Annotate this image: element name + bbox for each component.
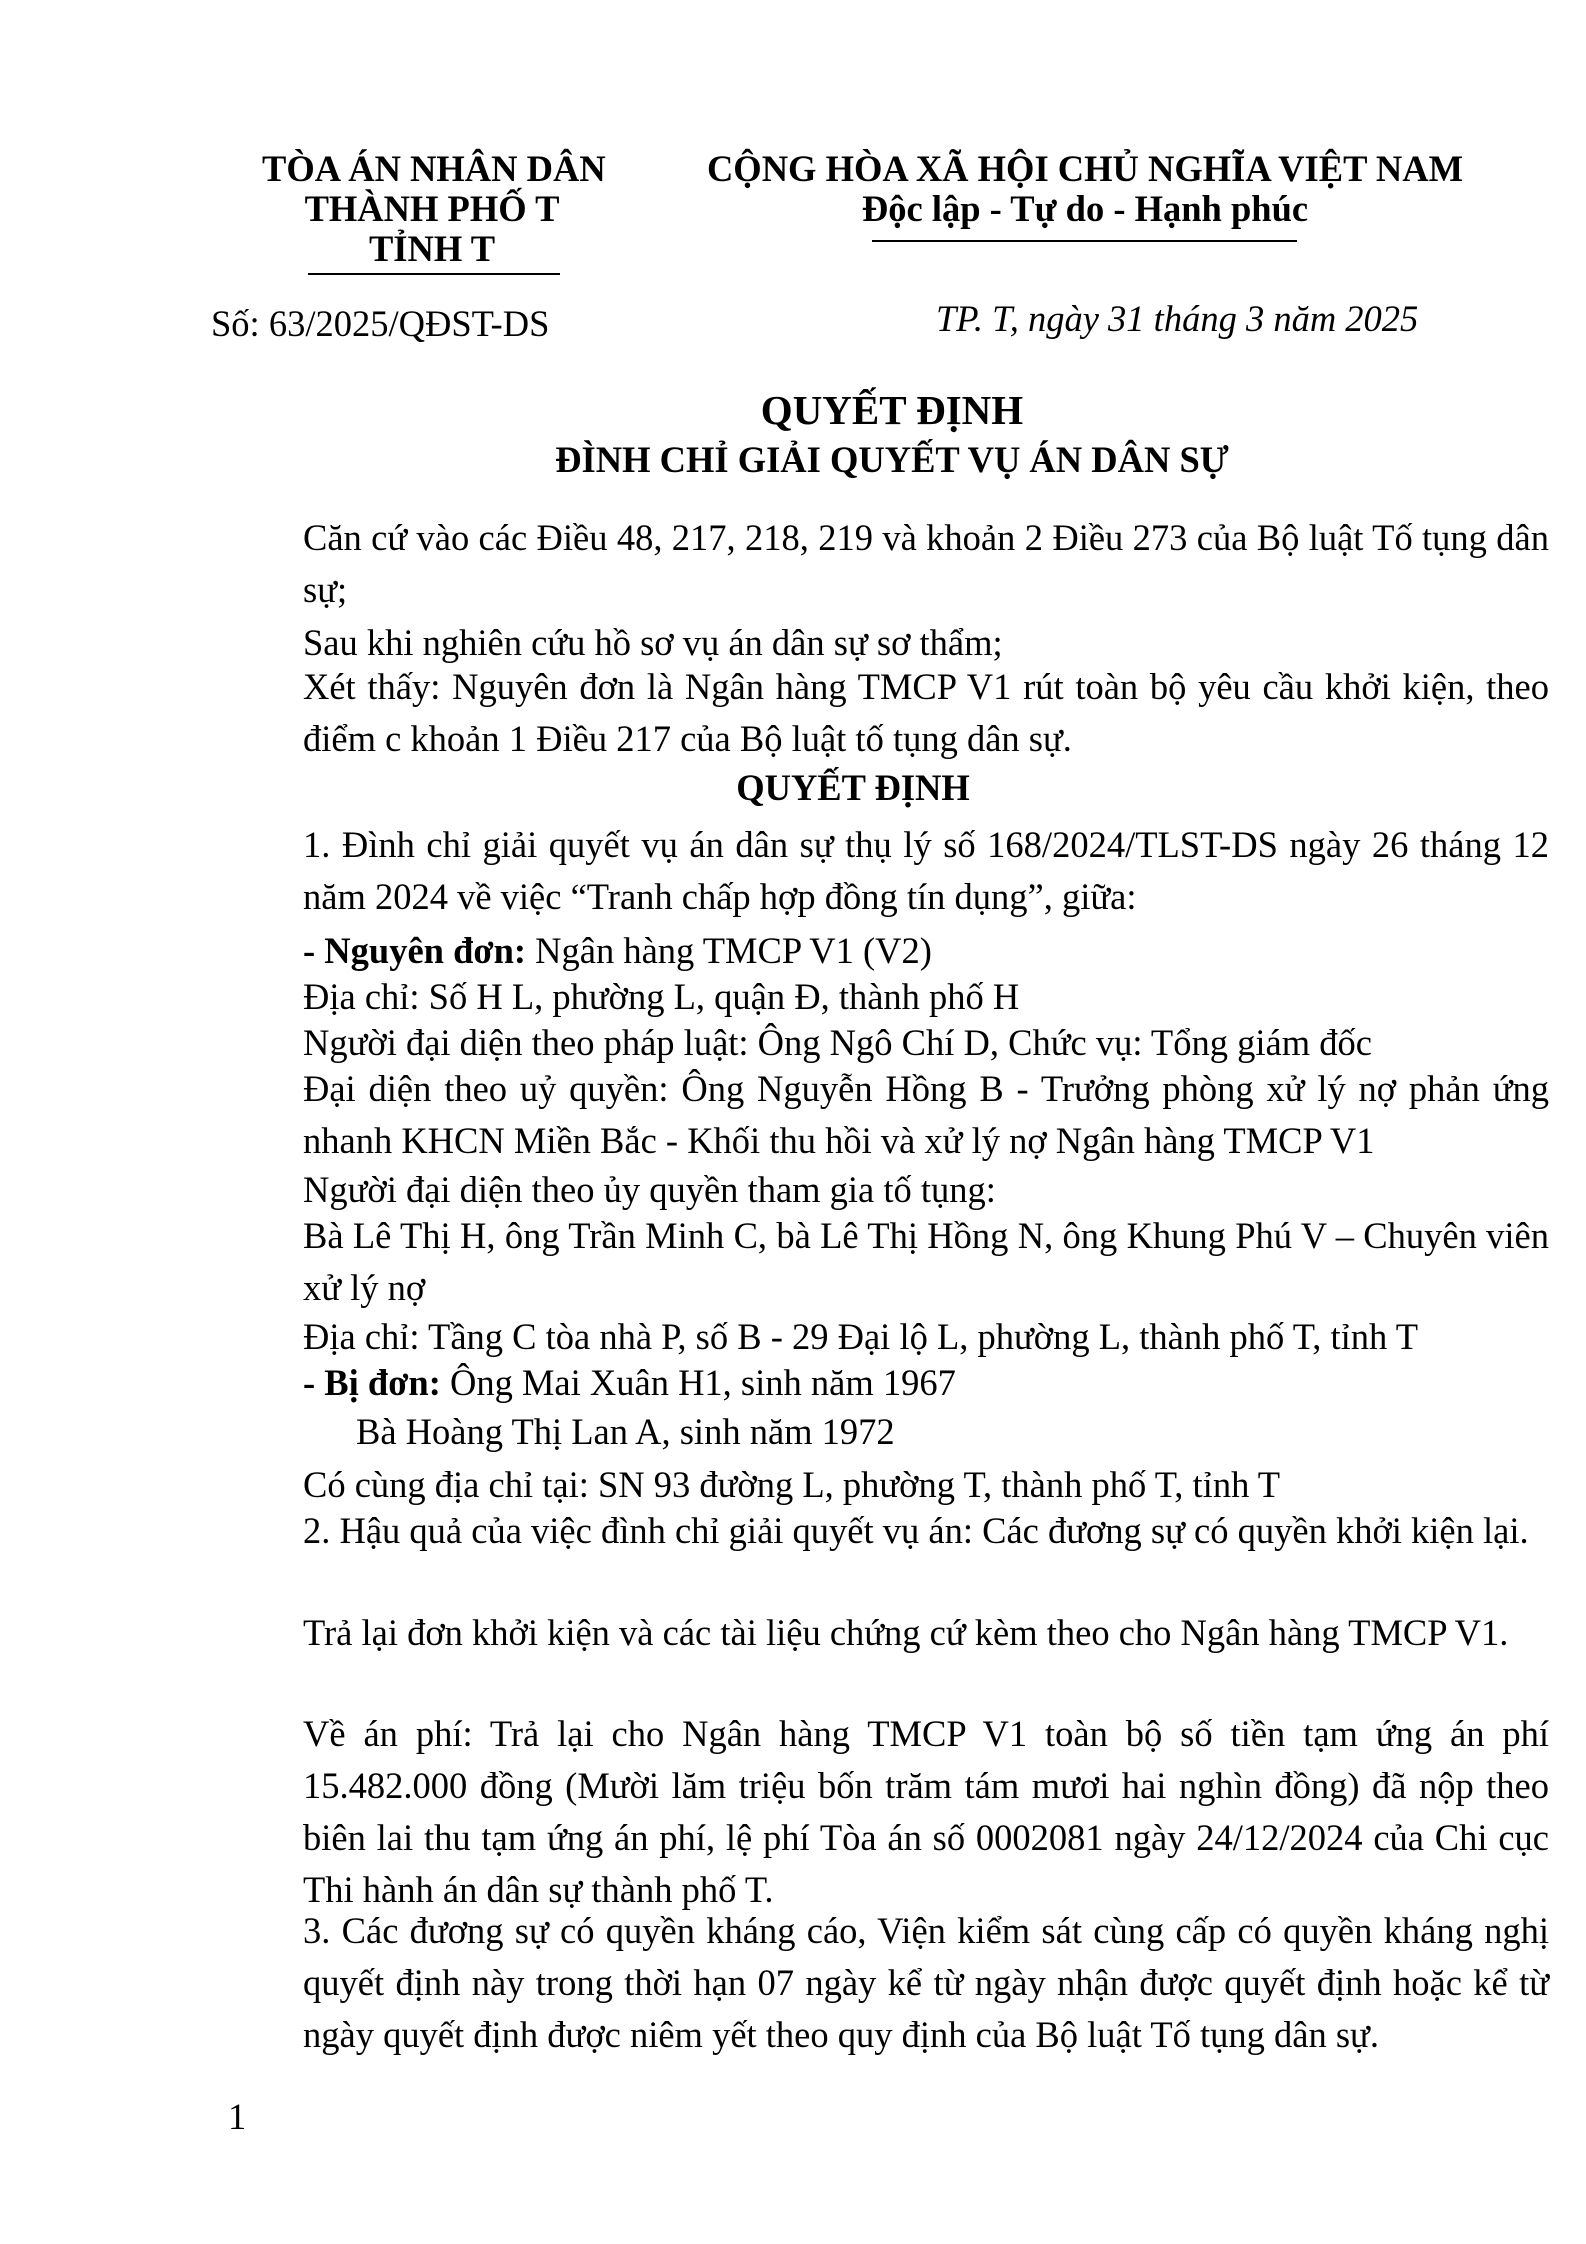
legal-basis: Căn cứ vào các Điều 48, 217, 218, 219 và khoản 2 Điều 273 của Bộ luật Tố tụng dân sự; bbox=[303, 517, 1549, 610]
item-1-text: 1. Đình chỉ giải quyết vụ án dân sự thụ lý số 168/2024/TLST-DS ngày 26 tháng 12 năm 2024 về việc “Tranh chấp hợp đồng tín dụng”, giữa: bbox=[303, 824, 1549, 917]
participants-list: Bà Lê Thị H, ông Trần Minh C, bà Lê Thị Hồng N, ông Khung Phú V – Chuyên viên xử lý nợ bbox=[303, 1215, 1549, 1308]
item-2-court-fee: Về án phí: Trả lại cho Ngân hàng TMCP V1 toàn bộ số tiền tạm ứng án phí 15.482.000 đồng (Mười lăm triệu bốn trăm tám mươi hai nghìn đồng) đã nộp theo biên lai thu tạm ứng án phí, lệ phí Tòa án số 0002081 ngày 24/12/2024 của Chi cục Thi hành án dân sự thành phố T. bbox=[303, 1713, 1549, 1910]
case-study-note: Sau khi nghiên cứu hồ sơ vụ án dân sự sơ thẩm; bbox=[303, 622, 1003, 663]
defendant-1: Ông Mai Xuân H1, sinh năm 1967 bbox=[440, 1362, 956, 1403]
country-name: CỘNG HÒA XÃ HỘI CHỦ NGHĨA VIỆT NAM bbox=[706, 148, 1464, 189]
decision-title: QUYẾT ĐỊNH bbox=[760, 387, 1024, 433]
defendant-label: - Bị đơn: bbox=[303, 1362, 441, 1403]
item-2-consequence: 2. Hậu quả của việc đình chỉ giải quyết vụ án: Các đương sự có quyền khởi kiện lại. bbox=[303, 1510, 1529, 1551]
participants-label: Người đại diện theo ủy quyền tham gia tố tụng: bbox=[303, 1169, 996, 1210]
motto-underline bbox=[872, 240, 1297, 242]
decision-subtitle: ĐÌNH CHỈ GIẢI QUYẾT VỤ ÁN DÂN SỰ bbox=[555, 439, 1229, 480]
item-2-return-docs: Trả lại đơn khởi kiện và các tài liệu chứng cứ kèm theo cho Ngân hàng TMCP V1. bbox=[303, 1612, 1509, 1653]
decision-number: Số: 63/2025/QĐST-DS bbox=[211, 303, 550, 344]
authorized-representative: Đại diện theo uỷ quyền: Ông Nguyễn Hồng B - Trưởng phòng xử lý nợ phản ứng nhanh KHCN Miền Bắc - Khối thu hồi và xử lý nợ Ngân hàng TMCP V1 bbox=[303, 1068, 1549, 1161]
plaintiff-label: - Nguyên đơn: bbox=[303, 930, 527, 971]
plaintiff-line bbox=[303, 925, 932, 977]
plaintiff-address: Địa chỉ: Số H L, phường L, quận Đ, thành phố H bbox=[303, 976, 1020, 1017]
page-number: 1 bbox=[228, 2096, 247, 2137]
participants-address: Địa chỉ: Tầng C tòa nhà P, số B - 29 Đại lộ L, phường L, thành phố T, tỉnh T bbox=[303, 1316, 1419, 1357]
defendant-2: Bà Hoàng Thị Lan A, sinh năm 1972 bbox=[356, 1411, 895, 1452]
item-3-appeal: 3. Các đương sự có quyền kháng cáo, Viện kiểm sát cùng cấp có quyền kháng nghị quyết định này trong thời hạn 07 ngày kể từ ngày nhận được quyết định hoặc kể từ ngày quyết định được niêm yết theo quy định của Bộ luật Tố tụng dân sự. bbox=[303, 1910, 1549, 2055]
court-name-line1: TÒA ÁN NHÂN DÂN bbox=[262, 148, 606, 189]
defendant-line bbox=[303, 1357, 956, 1409]
court-name-line2: THÀNH PHỐ T bbox=[304, 188, 560, 229]
court-name-line3: TỈNH T bbox=[368, 228, 496, 269]
national-motto-block bbox=[700, 149, 1470, 229]
legal-representative: Người đại diện theo pháp luật: Ông Ngô Chí D, Chức vụ: Tổng giám đốc bbox=[303, 1022, 1372, 1063]
place-date: TP. T, ngày 31 tháng 3 năm 2025 bbox=[936, 298, 1419, 339]
defendant-address: Có cùng địa chỉ tại: SN 93 đường L, phường T, thành phố T, tỉnh T bbox=[303, 1464, 1281, 1505]
court-name-block bbox=[262, 148, 606, 269]
court-underline bbox=[308, 273, 560, 275]
consideration: Xét thấy: Nguyên đơn là Ngân hàng TMCP V1 rút toàn bộ yêu cầu khởi kiện, theo điểm c khoản 1 Điều 217 của Bộ luật tố tụng dân sự. bbox=[303, 666, 1549, 759]
motto: Độc lập - Tự do - Hạnh phúc bbox=[861, 188, 1309, 229]
decision-heading: QUYẾT ĐỊNH bbox=[736, 767, 970, 808]
plaintiff-name: Ngân hàng TMCP V1 (V2) bbox=[526, 930, 932, 971]
